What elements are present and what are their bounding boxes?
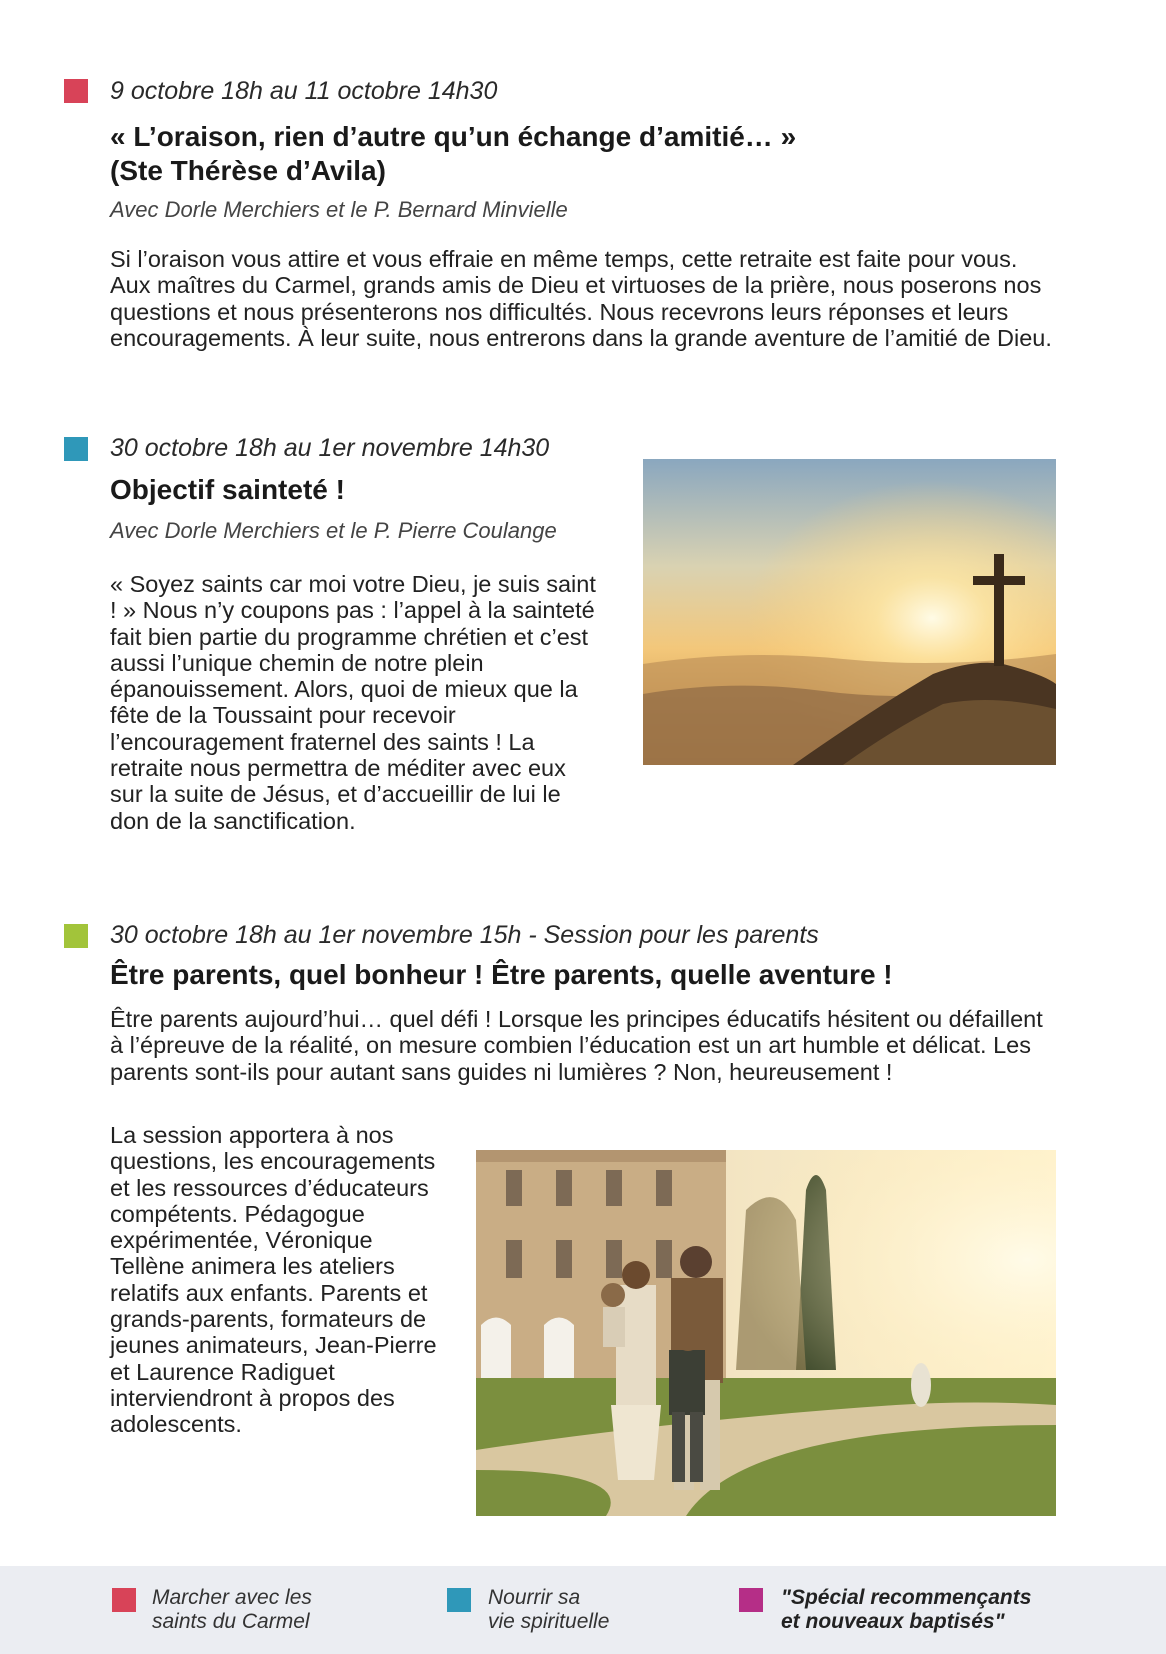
event-title-line1: « L’oraison, rien d’autre qu’un échange d’amitié… » bbox=[110, 121, 797, 152]
legend-label-spiritual: Nourrir sa vie spirituelle bbox=[488, 1586, 610, 1633]
event-title: Objectif sainteté ! bbox=[110, 474, 345, 505]
photo-family-garden bbox=[476, 1150, 1056, 1516]
event-description: « Soyez saints car moi votre Dieu, je suis saint ! » Nous n’y coupons pas : l’appel à la sainteté fait bien partie du programme chrétien et c’est aussi l’unique chemin de notre plein épanouissement. Alors, quoi de mieux que la fête de la Toussaint pour recevoir l’encouragement fraternel des saints ! La retraite nous permettra de méditer avec eux sur la suite de Jésus, et d’accueillir de lui le don de la sanctification. bbox=[110, 571, 596, 834]
category-marker-spiritual bbox=[64, 437, 88, 461]
legend-label-special: "Spécial recommençants et nouveaux baptisés" bbox=[781, 1586, 1032, 1633]
legend-label-carmel: Marcher avec les saints du Carmel bbox=[152, 1586, 312, 1633]
legend-marker-special bbox=[739, 1588, 763, 1612]
category-marker-carmel bbox=[64, 79, 88, 103]
category-marker-parents bbox=[64, 924, 88, 948]
legend-marker-spiritual bbox=[447, 1588, 471, 1612]
event-date: 30 octobre 18h au 1er novembre 14h30 bbox=[110, 434, 550, 462]
event-description: La session apportera à nos questions, les encouragements et les ressources d’éducateurs compétents. Pédagogue expérimentée, Véronique Tellène animera les ateliers relatifs aux enfants. Parents et grands-parents, formateurs de jeunes animateurs, Jean-Pierre et Laurence Radiguet interviendront à propos des adolescents. bbox=[110, 1122, 437, 1438]
event-title-line2: (Ste Thérèse d’Avila) bbox=[110, 155, 386, 186]
event-speakers: Avec Dorle Merchiers et le P. Pierre Coulange bbox=[110, 518, 557, 543]
event-description: Si l’oraison vous attire et vous effraie en même temps, cette retraite est faite pour vous. Aux maîtres du Carmel, grands amis de Dieu et virtuoses de la prière, nous poserons nos questions et nous présenterons nos difficultés. Nous recevrons leurs réponses et leurs encouragements. À leur suite, nous entrerons dans la grande aventure de l’amitié de Dieu. bbox=[110, 246, 1052, 351]
photo-cross-sunset bbox=[643, 459, 1056, 765]
event-speakers: Avec Dorle Merchiers et le P. Bernard Minvielle bbox=[110, 197, 568, 222]
event-date: 9 octobre 18h au 11 octobre 14h30 bbox=[110, 77, 498, 105]
category-legend bbox=[0, 1566, 1166, 1654]
legend-marker-carmel bbox=[112, 1588, 136, 1612]
event-title bbox=[110, 120, 796, 188]
event-title: Être parents, quel bonheur ! Être parents, quelle aventure ! bbox=[110, 959, 893, 990]
event-intro: Être parents aujourd’hui… quel défi ! Lorsque les principes éducatifs hésitent ou défaillent à l’épreuve de la réalité, on mesure combien l’éducation est un art humble et délicat. Les parents sont-ils pour autant sans guides ni lumières ? Non, heureusement ! bbox=[110, 1006, 1043, 1085]
event-date: 30 octobre 18h au 1er novembre 15h - Session pour les parents bbox=[110, 921, 819, 949]
